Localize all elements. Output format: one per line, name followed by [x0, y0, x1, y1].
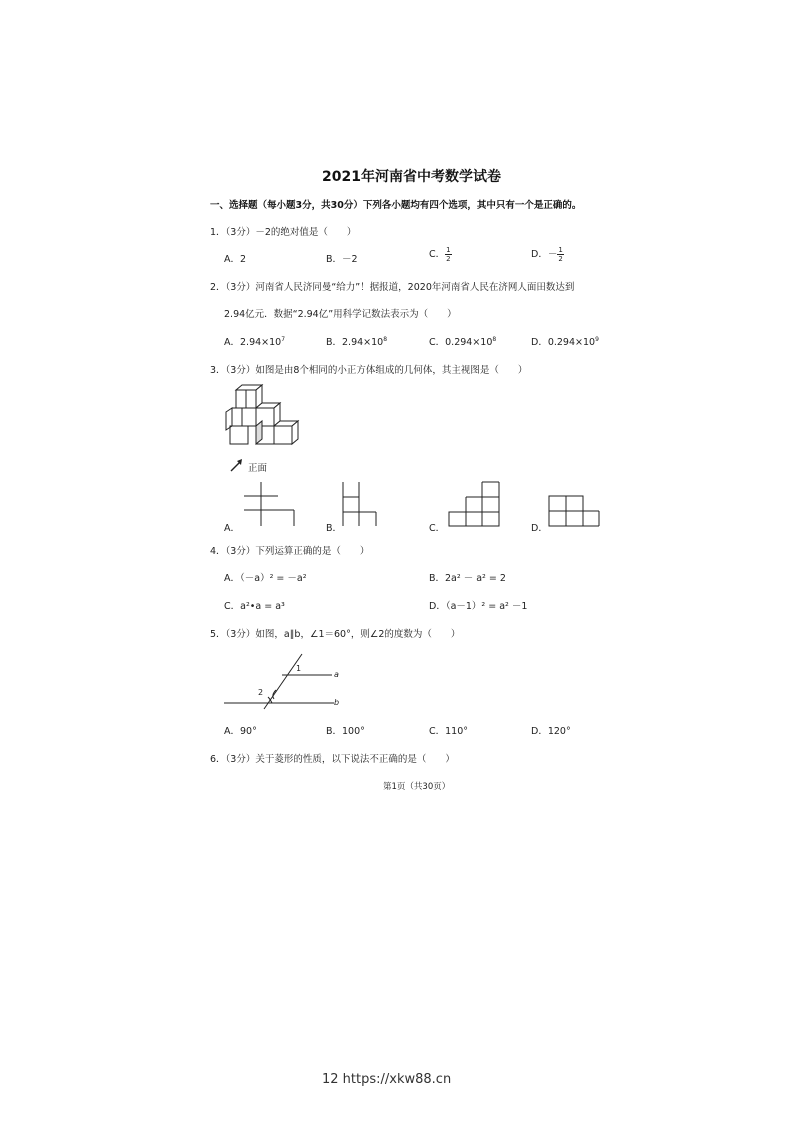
question-5-option-b: B．100° — [326, 726, 365, 737]
question-5-option-a: A．90° — [224, 726, 257, 737]
question-5-stem: 5．（3分）如图，a∥b，∠1＝60°，则∠2的度数为（ ） — [210, 629, 461, 640]
cube-solid-figure — [222, 388, 302, 448]
question-4-option-c: C．a²•a = a³ — [224, 601, 285, 612]
question-4-stem: 4．（3分）下列运算正确的是（ ） — [210, 546, 370, 557]
front-arrow-icon — [230, 458, 244, 472]
question-5-option-d: D．120° — [531, 726, 571, 737]
question-3-option-c-figure — [448, 482, 502, 526]
angle-2-label: 2 — [258, 688, 264, 697]
angle-1-label: 1 — [296, 664, 302, 673]
watermark-url: 12 https://xkw88.cn — [322, 1072, 452, 1087]
question-1-stem: 1．（3分）－2的绝对值是（ ） — [210, 227, 357, 238]
question-1-option-a: A．2 — [224, 254, 247, 265]
question-2-option-b: B．$2.94\times 10^8$ — [326, 335, 388, 348]
question-1-option-b: B．－2 — [326, 254, 358, 265]
section-heading: 一、选择题（每小题3分，共30分）下列各小题均有四个选项，其中只有一个是正确的。 — [210, 200, 582, 211]
question-5-option-c: C．110° — [429, 726, 469, 737]
question-2-option-d: D．$0.294\times 10^9$ — [531, 335, 599, 348]
question-3-option-c: C． — [429, 523, 446, 534]
question-4-option-d: D．（a－1）² = a² －1 — [429, 601, 528, 612]
question-2-stem-line2: 2.94亿元．数据“2.94亿”用科学记数法表示为（ ） — [224, 309, 457, 320]
question-3-option-a: A． — [224, 523, 240, 534]
question-1-option-c: C． $\frac{1}{2}$ — [429, 246, 451, 263]
page-title: 2021年河南省中考数学试卷 — [322, 169, 501, 185]
line-b-label: b — [334, 698, 340, 707]
question-2-stem-line1: 2．（3分）河南省人民济同曼“给力”！据报道，2020年河南省人民在济网人面田数达到 — [210, 282, 575, 293]
question-3-option-a-figure — [244, 482, 296, 526]
question-2-option-a: A．$2.94\times 10^7$ — [224, 335, 286, 348]
question-1-option-d: D．－ $\frac{1}{2}$ — [531, 246, 563, 263]
line-a-label: a — [334, 670, 339, 679]
page-number: 第1页（共30页） — [383, 782, 451, 792]
question-3-option-d: D． — [531, 523, 548, 534]
question-2-option-c: C．$0.294\times 10^8$ — [429, 335, 497, 348]
parallel-lines-figure — [224, 652, 344, 712]
question-4-option-b: B．2a² － a² = 2 — [429, 573, 506, 584]
question-4-option-a: A．（－a）² = －a² — [224, 573, 307, 584]
question-3-option-d-figure — [548, 494, 602, 528]
front-label: 正面 — [248, 463, 268, 474]
question-3-option-b: B． — [326, 523, 343, 534]
question-6-stem: 6．（3分）关于菱形的性质，以下说法不正确的是（ ） — [210, 754, 455, 765]
question-3-option-b-figure — [342, 482, 382, 526]
question-3-stem: 3．（3分）如图是由8个相同的小正方体组成的几何体，其主视图是（ ） — [210, 365, 528, 376]
